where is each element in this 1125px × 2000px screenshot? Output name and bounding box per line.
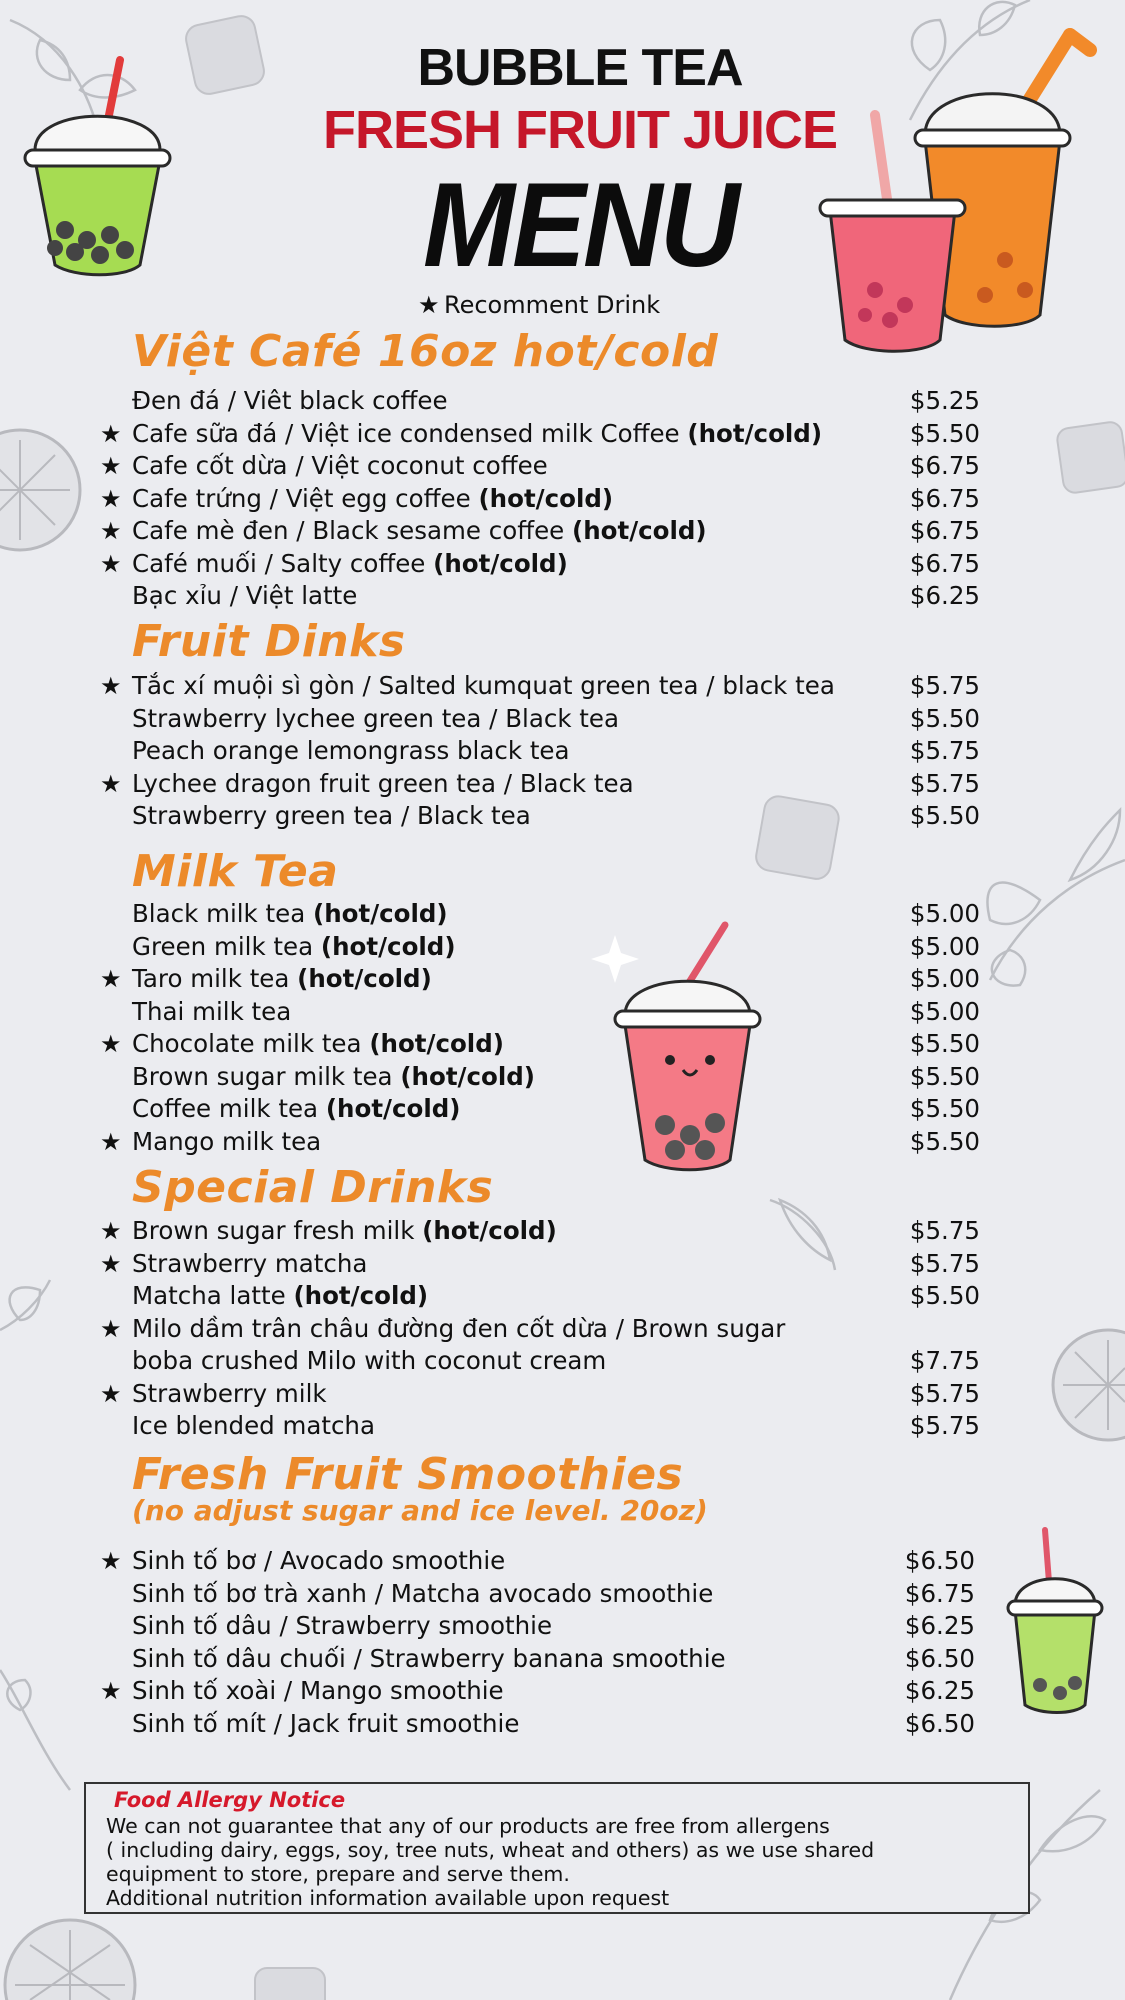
menu-item-price: $5.00 <box>909 931 980 961</box>
menu-item-row <box>100 1093 980 1125</box>
menu-item-name <box>132 418 822 450</box>
menu-item-row <box>100 1215 980 1247</box>
menu-item-price: $5.75 <box>909 1411 980 1440</box>
menu-item-name <box>132 548 568 580</box>
menu-item-note: (hot/cold) <box>572 516 707 545</box>
menu-item-row <box>100 1126 980 1158</box>
menu-item-price: $5.50 <box>909 801 980 830</box>
menu-item-label: Milo dầm trân châu đường đen cốt dừa / Brown sugar <box>132 1313 786 1343</box>
menu-item-price: $5.75 <box>909 768 980 798</box>
star-icon: ★ <box>100 672 122 700</box>
menu-item-price: $5.00 <box>909 996 980 1026</box>
menu-item-label: Cafe trứng / Việt egg coffee <box>132 483 479 513</box>
menu-item-name <box>132 1410 375 1442</box>
menu-item-label: Peach orange lemongrass black tea <box>132 736 570 765</box>
star-icon: ★ <box>100 1030 122 1058</box>
menu-item-price: $5.00 <box>909 964 980 993</box>
menu-item-row <box>100 1280 980 1312</box>
menu-item-note: (hot/cold) <box>369 1029 504 1058</box>
menu-item-row <box>100 1545 975 1577</box>
menu-item-name <box>132 1345 606 1377</box>
menu-item-label: boba crushed Milo with coconut cream <box>132 1346 607 1375</box>
menu-item-name <box>132 800 531 832</box>
menu-item-row <box>100 735 980 767</box>
star-icon: ★ <box>100 549 122 578</box>
menu-item-row <box>100 1378 980 1410</box>
menu-item-price: $6.75 <box>909 548 980 578</box>
allergy-notice-text <box>106 1814 1021 1910</box>
menu-item-row <box>100 898 980 930</box>
menu-item-price: $6.75 <box>909 516 980 545</box>
menu-item-name <box>132 385 448 417</box>
menu-item-price: $6.25 <box>904 1676 975 1705</box>
menu-item-name <box>132 931 456 963</box>
menu-item-label: Green milk tea <box>132 931 321 961</box>
menu-item-row <box>100 1578 975 1610</box>
menu-item-name <box>132 1280 428 1312</box>
menu-item-name <box>132 450 548 482</box>
menu-item-note: (hot/cold) <box>478 483 614 513</box>
section-title-special-drinks: Special Drinks <box>132 1162 494 1213</box>
menu-item-label: Taro milk tea <box>132 964 298 993</box>
menu-item-price: $5.50 <box>909 1061 980 1091</box>
menu-item-row <box>100 1028 980 1060</box>
menu-item-note: (hot/cold) <box>433 548 568 578</box>
menu-item-name <box>132 1028 504 1060</box>
header-bubble-tea: BUBBLE TEA <box>417 39 743 97</box>
menu-item-label: Ice blended matcha <box>132 1411 375 1440</box>
menu-item-name <box>132 1126 321 1158</box>
menu-item-price: $5.50 <box>909 1029 980 1058</box>
menu-item-note: (hot/cold) <box>313 899 448 928</box>
allergy-notice-line: equipment to store, prepare and serve them. <box>106 1862 570 1886</box>
menu-item-row <box>100 1675 975 1707</box>
menu-item-price: $6.75 <box>909 451 980 480</box>
menu-item-row <box>100 580 980 612</box>
menu-item-price: $7.75 <box>909 1346 980 1375</box>
menu-item-name <box>132 1578 713 1610</box>
menu-item-name <box>132 1093 460 1125</box>
section-title-milk-tea: Milk Tea <box>132 846 339 897</box>
menu-item-price: $5.50 <box>909 1281 980 1310</box>
menu-item-price: $6.50 <box>904 1708 975 1738</box>
menu-item-name <box>132 580 357 612</box>
menu-item-label: Sinh tố bơ trà xanh / Matcha avocado smoothie <box>132 1578 714 1608</box>
menu-item-label: Sinh tố bơ / Avocado smoothie <box>132 1546 506 1575</box>
menu-item-label: Café muối / Salty coffee <box>132 548 434 578</box>
allergy-notice-line: Additional nutrition information available upon request <box>106 1886 670 1910</box>
star-icon: ★ <box>100 452 122 480</box>
section-title-viet-cafe: Việt Café 16oz hot/cold <box>132 326 719 377</box>
menu-item-label: Tắc xí muội sì gòn / Salted kumquat green tea / black tea <box>132 671 835 700</box>
menu-item-name <box>132 670 835 702</box>
menu-item-price: $5.50 <box>909 1094 980 1123</box>
menu-item-name <box>132 1313 785 1345</box>
menu-item-row <box>100 1345 980 1377</box>
menu-item-label: Sinh tố dâu / Strawberry smoothie <box>132 1611 553 1640</box>
star-icon: ★ <box>100 1677 122 1705</box>
menu-item-label: Sinh tố dâu chuối / Strawberry banana smoothie <box>132 1643 726 1673</box>
menu-item-name <box>132 735 570 767</box>
allergy-notice-title: Food Allergy Notice <box>114 1788 346 1812</box>
menu-item-label: Chocolate milk tea <box>132 1029 370 1058</box>
menu-item-row <box>100 1313 980 1345</box>
menu-item-name <box>132 1378 327 1410</box>
star-icon: ★ <box>100 1249 122 1278</box>
header-menu-title: MENU <box>422 158 738 292</box>
menu-item-price: $6.25 <box>904 1611 975 1640</box>
section-title-smoothies: Fresh Fruit Smoothies <box>132 1449 684 1500</box>
star-icon: ★ <box>100 484 122 513</box>
menu-item-row <box>100 1248 980 1280</box>
menu-item-price: $5.00 <box>909 899 980 928</box>
menu-item-name <box>132 1061 535 1093</box>
menu-item-name <box>132 483 613 515</box>
menu-item-name <box>132 1675 504 1707</box>
menu-item-name <box>132 515 707 547</box>
menu-item-price: $6.50 <box>904 1643 975 1673</box>
menu-item-label: Strawberry matcha <box>132 1248 368 1278</box>
menu-item-label: Matcha latte <box>132 1281 294 1310</box>
menu-item-row <box>100 800 980 832</box>
menu-item-price: $5.75 <box>909 736 980 765</box>
section-title-fruit-drinks: Fruit Dinks <box>132 616 406 667</box>
menu-item-row <box>100 483 980 515</box>
menu-item-row <box>100 385 980 417</box>
menu-item-note: (hot/cold) <box>293 1281 429 1310</box>
menu-item-label: Bạc xỉu / Việt latte <box>132 581 358 610</box>
menu-item-note: (hot/cold) <box>320 931 456 961</box>
star-icon: ★ <box>100 1217 122 1245</box>
menu-item-row <box>100 996 980 1028</box>
menu-item-name <box>132 703 619 735</box>
menu-item-row <box>100 1643 975 1675</box>
menu-item-label: Cafe mè đen / Black sesame coffee <box>132 516 573 545</box>
menu-item-price: $5.50 <box>909 418 980 448</box>
menu-item-name <box>132 963 432 995</box>
menu-item-label: Sinh tố xoài / Mango smoothie <box>132 1676 504 1705</box>
star-icon: ★ <box>100 1314 122 1343</box>
menu-item-name <box>132 768 634 800</box>
menu-item-note: (hot/cold) <box>687 418 823 448</box>
menu-item-label: Lychee dragon fruit green tea / Black tea <box>132 768 634 798</box>
menu-item-note: (hot/cold) <box>422 1216 557 1245</box>
menu-item-label: Brown sugar fresh milk <box>132 1216 423 1245</box>
menu-item-price: $6.75 <box>904 1578 975 1608</box>
menu-item-note: (hot/cold) <box>400 1061 535 1091</box>
header-fresh-fruit-juice: FRESH FRUIT JUICE <box>322 100 838 160</box>
star-icon: ★ <box>100 1127 122 1156</box>
menu-item-price: $6.75 <box>909 483 980 513</box>
star-icon: ★ <box>100 419 122 448</box>
menu-item-name <box>132 1248 367 1280</box>
menu-item-price: $5.75 <box>909 1378 980 1408</box>
menu-item-row <box>100 418 980 450</box>
menu-item-row <box>100 515 980 547</box>
menu-item-price: $5.75 <box>909 671 980 700</box>
menu-item-price: $6.50 <box>904 1546 975 1575</box>
small-green-bubble-tea-icon <box>1000 1525 1110 1715</box>
menu-item-price: $5.75 <box>909 1248 980 1278</box>
star-icon: ★ <box>100 769 122 798</box>
menu-item-name <box>132 1215 557 1247</box>
menu-item-row <box>100 703 980 735</box>
menu-item-name <box>132 1708 519 1740</box>
menu-item-label: Black milk tea <box>132 899 314 928</box>
menu-item-row <box>100 931 980 963</box>
menu-item-row <box>100 768 980 800</box>
menu-item-label: Cafe sữa đá / Việt ice condensed milk Coffee <box>132 418 688 448</box>
star-icon: ★ <box>100 1547 122 1575</box>
star-icon: ★ <box>100 517 122 545</box>
menu-item-label: Đen đá / Viêt black coffee <box>132 386 448 415</box>
menu-item-note: (hot/cold) <box>325 1094 461 1123</box>
menu-item-price: $5.50 <box>909 703 980 733</box>
menu-item-label: Mango milk tea <box>132 1126 322 1156</box>
menu-item-label: Cafe cốt dừa / Việt coconut coffee <box>132 451 548 480</box>
menu-item-price: $5.25 <box>909 386 980 415</box>
menu-item-name <box>132 898 448 930</box>
menu-item-price: $5.50 <box>909 1126 980 1156</box>
menu-item-row <box>100 963 980 995</box>
menu-item-label: Coffee milk tea <box>132 1094 326 1123</box>
menu-item-label: Strawberry lychee green tea / Black tea <box>132 703 619 733</box>
menu-item-row <box>100 1708 975 1740</box>
menu-item-row <box>100 548 980 580</box>
menu-item-label: Thai milk tea <box>132 996 292 1026</box>
menu-item-name <box>132 1610 552 1642</box>
menu-item-name <box>132 996 291 1028</box>
star-icon: ★ <box>100 965 122 993</box>
menu-item-row <box>100 1610 975 1642</box>
section-subtitle-smoothies: (no adjust sugar and ice level. 20oz) <box>132 1494 708 1527</box>
star-icon: ★ <box>418 291 440 319</box>
menu-item-price: $5.75 <box>909 1216 980 1245</box>
menu-item-row <box>100 450 980 482</box>
menu-item-row <box>100 670 980 702</box>
menu-item-row <box>100 1061 980 1093</box>
allergy-notice-line: We can not guarantee that any of our products are free from allergens <box>106 1814 830 1838</box>
menu-item-label: Brown sugar milk tea <box>132 1061 401 1091</box>
star-icon: ★ <box>100 1379 122 1408</box>
legend-label: Recomment Drink <box>444 291 661 319</box>
menu-item-label: Sinh tố mít / Jack fruit smoothie <box>132 1708 520 1738</box>
menu-item-price: $6.25 <box>909 581 980 610</box>
menu-item-name <box>132 1643 726 1675</box>
allergy-notice-box <box>84 1782 1030 1914</box>
menu-item-label: Strawberry milk <box>132 1378 327 1408</box>
menu-item-note: (hot/cold) <box>297 964 432 993</box>
menu-item-row <box>100 1410 980 1442</box>
allergy-notice-line: ( including dairy, eggs, soy, tree nuts, wheat and others) as we use shared <box>106 1838 875 1862</box>
menu-item-name <box>132 1545 505 1577</box>
menu-item-label: Strawberry green tea / Black tea <box>132 801 531 830</box>
recommend-legend <box>418 290 660 320</box>
